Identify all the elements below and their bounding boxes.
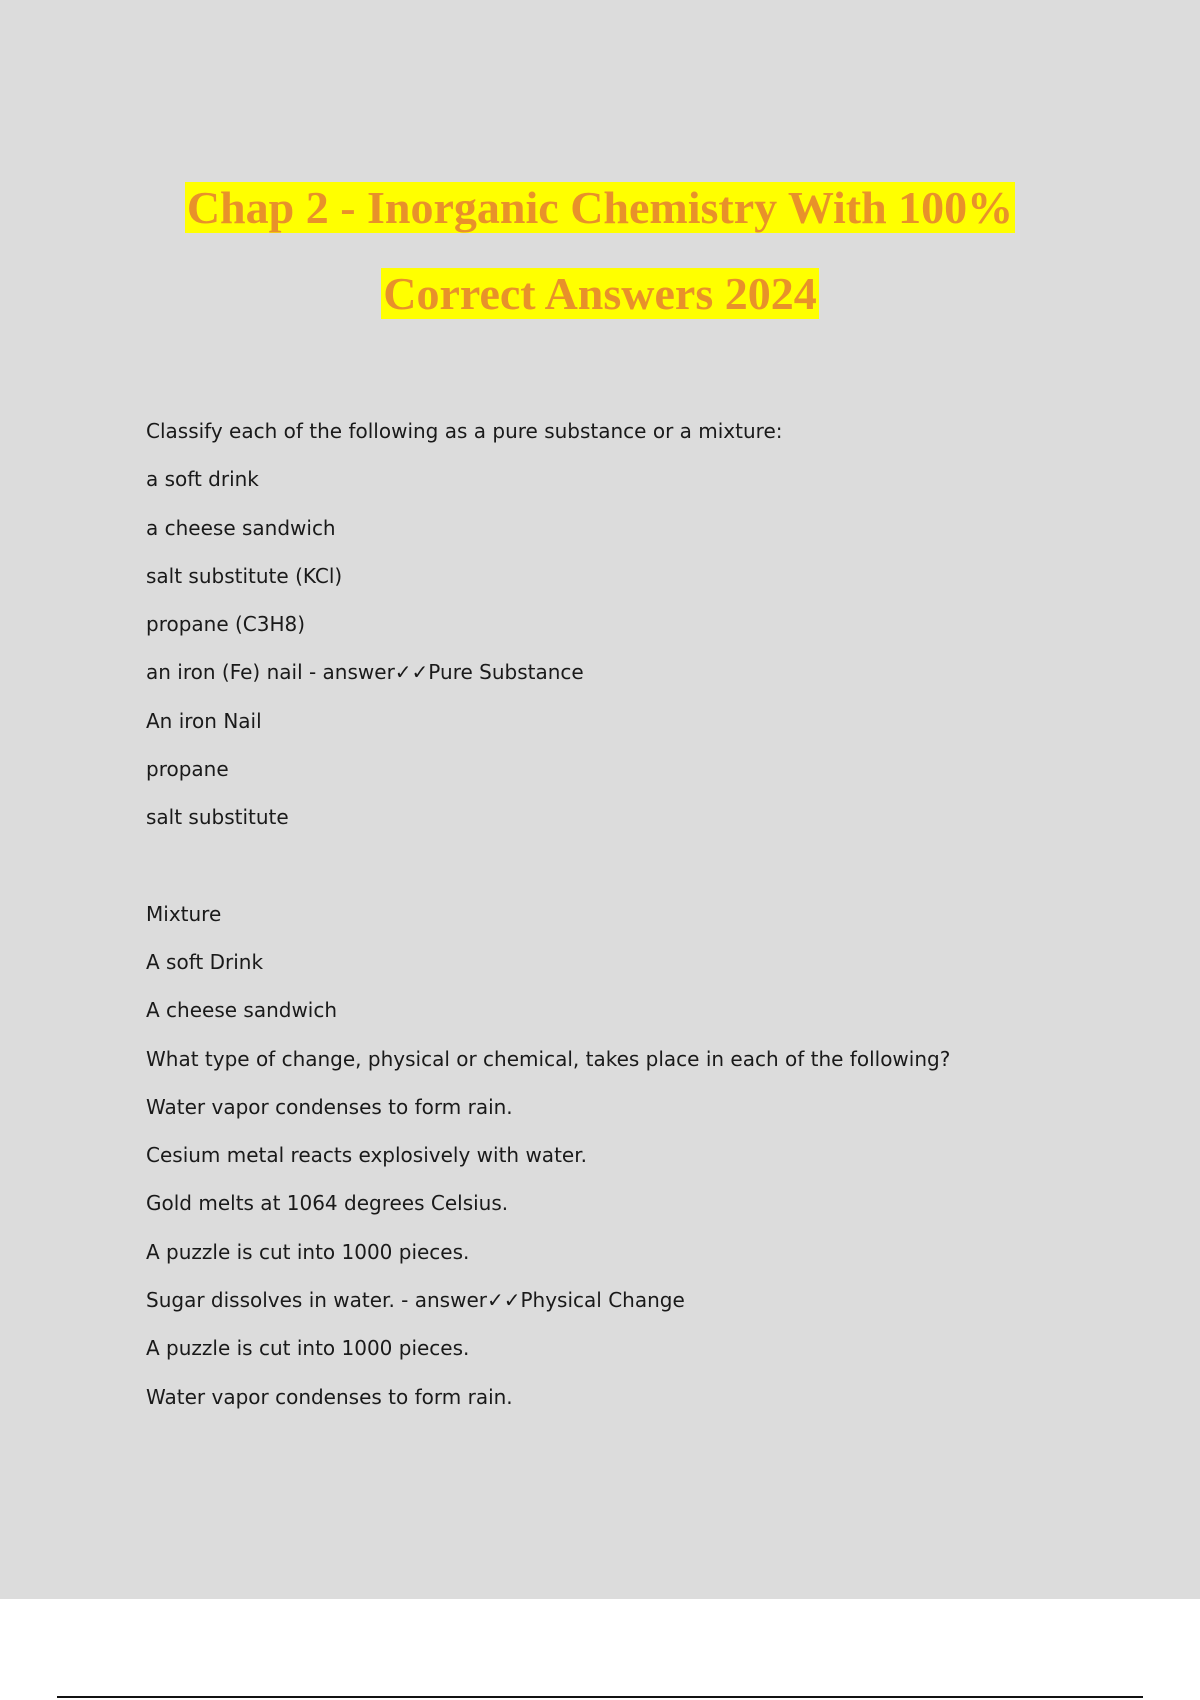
paragraph-gap <box>146 849 1106 897</box>
question-line: What type of change, physical or chemical, takes place in each of the following? <box>146 1046 951 1071</box>
text-line: salt substitute (KCl) <box>146 563 343 588</box>
text-line: propane (C3H8) <box>146 612 306 637</box>
title-line-1 <box>0 165 1200 251</box>
text-line: propane <box>146 757 229 782</box>
document-body <box>146 414 1106 1428</box>
text-line: Classify each of the following as a pure substance or a mixture: <box>146 419 783 443</box>
text-line: A puzzle is cut into 1000 pieces. <box>146 1336 470 1361</box>
document-title <box>0 165 1200 337</box>
title-line-2 <box>0 251 1200 337</box>
text-line: a cheese sandwich <box>146 515 336 540</box>
text-line: A puzzle is cut into 1000 pieces. <box>146 1239 470 1264</box>
text-line: Cesium metal reacts explosively with water. <box>146 1143 587 1168</box>
text-line: salt substitute <box>146 805 289 830</box>
text-line: A soft Drink <box>146 949 264 974</box>
text-line: A cheese sandwich <box>146 998 338 1023</box>
title-text-2: Correct Answers 2024 <box>383 268 817 319</box>
footer-divider <box>57 1696 1143 1698</box>
title-text-1: Chap 2 - Inorganic Chemistry With 100% <box>186 182 1014 233</box>
answer-line: Sugar dissolves in water. - answer✓✓Physical Change <box>146 1288 685 1313</box>
text-line: Mixture <box>146 901 222 926</box>
answer-line: an iron (Fe) nail - answer✓✓Pure Substance <box>146 660 584 685</box>
text-line: Gold melts at 1064 degrees Celsius. <box>146 1191 509 1216</box>
text-line: Water vapor condenses to form rain. <box>146 1384 513 1409</box>
text-line: An iron Nail <box>146 708 262 733</box>
text-line: Water vapor condenses to form rain. <box>146 1094 513 1119</box>
text-line: a soft drink <box>146 467 259 492</box>
